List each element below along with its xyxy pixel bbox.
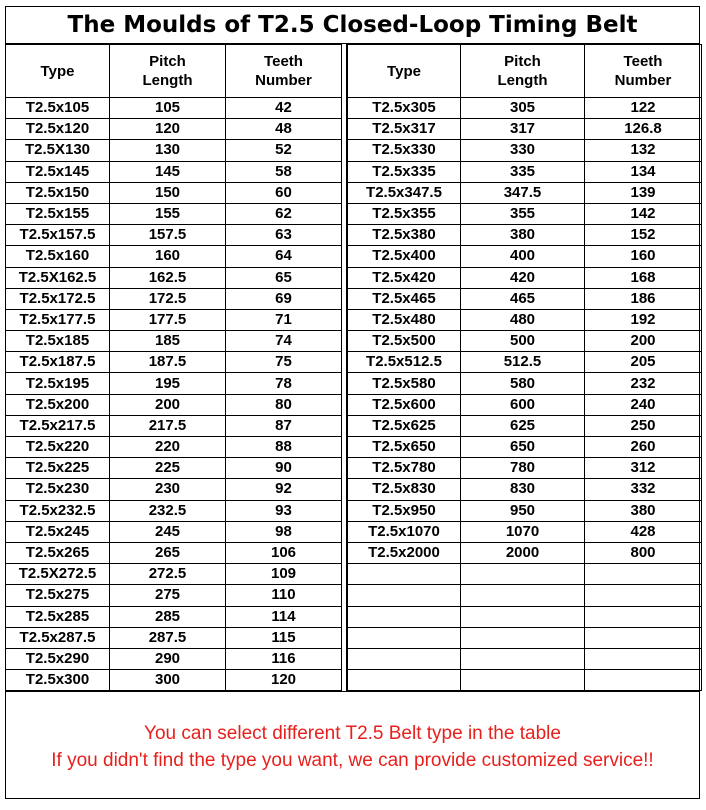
table-row — [348, 479, 702, 500]
belt-type-cell: T2.5x480 — [348, 309, 461, 330]
belt-mould-sheet — [5, 6, 700, 799]
table-row — [6, 394, 342, 415]
belt-type-cell: T2.5x580 — [348, 373, 461, 394]
table-header-row — [348, 45, 702, 98]
pitch-length-cell: 287.5 — [110, 627, 226, 648]
belt-type-cell: T2.5x512.5 — [348, 352, 461, 373]
pitch-length-cell: 335 — [461, 161, 585, 182]
belt-type-cell: T2.5X162.5 — [6, 267, 110, 288]
pitch-length-cell: 275 — [110, 585, 226, 606]
teeth-number-cell — [585, 585, 702, 606]
table-row — [348, 585, 702, 606]
teeth-number-cell: 87 — [226, 415, 342, 436]
pitch-length-cell: 950 — [461, 500, 585, 521]
type-header-label: Type — [387, 62, 421, 80]
type-header-label: Type — [40, 62, 75, 80]
table-row — [6, 458, 342, 479]
pitch-length-cell: 580 — [461, 373, 585, 394]
pitch-length-cell: 305 — [461, 98, 585, 119]
belt-type-cell: T2.5x155 — [6, 203, 110, 224]
teeth-number-cell: 205 — [585, 352, 702, 373]
belt-type-cell: T2.5x160 — [6, 246, 110, 267]
teeth-number-cell — [585, 606, 702, 627]
teeth-number-cell: 200 — [585, 331, 702, 352]
teeth-number-cell: 115 — [226, 627, 342, 648]
footer-notice — [6, 691, 699, 799]
table-row — [6, 119, 342, 140]
pitch-length-cell: 187.5 — [110, 352, 226, 373]
teeth-number-cell: 60 — [226, 182, 342, 203]
pitch-length-cell: 300 — [110, 670, 226, 691]
pitch-length-cell — [461, 564, 585, 585]
belt-type-cell — [348, 648, 461, 669]
pitch-length-cell: 265 — [110, 542, 226, 563]
pitch-length-cell: 232.5 — [110, 500, 226, 521]
footer-line-1: You can select different T2.5 Belt type in the table — [144, 723, 561, 744]
teeth-number-cell: 332 — [585, 479, 702, 500]
belt-type-cell: T2.5x420 — [348, 267, 461, 288]
pitch-length-cell: 830 — [461, 479, 585, 500]
belt-type-cell: T2.5x265 — [6, 542, 110, 563]
table-row — [348, 309, 702, 330]
teeth-number-cell: 88 — [226, 437, 342, 458]
pitch-length-header — [461, 45, 585, 98]
teeth-number-cell: 75 — [226, 352, 342, 373]
teeth-number-header — [226, 45, 342, 98]
teeth-number-cell: 116 — [226, 648, 342, 669]
pitch-length-cell: 145 — [110, 161, 226, 182]
table-row — [6, 182, 342, 203]
belt-type-cell: T2.5x290 — [6, 648, 110, 669]
belt-type-cell: T2.5x380 — [348, 225, 461, 246]
pitch-length-cell — [461, 648, 585, 669]
pitch-length-cell: 217.5 — [110, 415, 226, 436]
teeth-number-cell: 134 — [585, 161, 702, 182]
type-header — [6, 45, 110, 98]
pitch-header-line1: Pitch — [504, 53, 541, 70]
belt-type-cell: T2.5x200 — [6, 394, 110, 415]
teeth-number-cell: 232 — [585, 373, 702, 394]
teeth-number-cell: 69 — [226, 288, 342, 309]
teeth-number-cell: 78 — [226, 373, 342, 394]
teeth-number-cell: 90 — [226, 458, 342, 479]
belt-type-cell: T2.5x2000 — [348, 542, 461, 563]
pitch-length-cell — [461, 585, 585, 606]
pitch-length-cell: 650 — [461, 437, 585, 458]
belt-type-cell: T2.5x465 — [348, 288, 461, 309]
pitch-length-cell: 355 — [461, 203, 585, 224]
belt-type-cell: T2.5x625 — [348, 415, 461, 436]
table-row — [6, 161, 342, 182]
pitch-length-cell: 400 — [461, 246, 585, 267]
pitch-length-header — [110, 45, 226, 98]
pitch-length-cell: 480 — [461, 309, 585, 330]
pitch-length-cell: 500 — [461, 331, 585, 352]
table-row — [348, 373, 702, 394]
teeth-number-cell: 65 — [226, 267, 342, 288]
teeth-number-cell — [585, 627, 702, 648]
table-row — [6, 648, 342, 669]
table-row — [6, 352, 342, 373]
pitch-length-cell: 245 — [110, 521, 226, 542]
teeth-number-cell — [585, 670, 702, 691]
table-row — [348, 458, 702, 479]
pitch-length-cell: 225 — [110, 458, 226, 479]
belt-type-cell: T2.5x120 — [6, 119, 110, 140]
teeth-number-cell: 98 — [226, 521, 342, 542]
belt-type-cell: T2.5x300 — [6, 670, 110, 691]
table-row — [6, 627, 342, 648]
pitch-length-cell: 780 — [461, 458, 585, 479]
teeth-number-cell: 122 — [585, 98, 702, 119]
pitch-length-cell: 200 — [110, 394, 226, 415]
table-row — [348, 564, 702, 585]
belt-type-cell: T2.5x187.5 — [6, 352, 110, 373]
belt-type-cell: T2.5x355 — [348, 203, 461, 224]
table-row — [348, 542, 702, 563]
table-row — [6, 267, 342, 288]
belt-type-cell: T2.5x245 — [6, 521, 110, 542]
teeth-header-line1: Teeth — [623, 53, 663, 70]
teeth-number-cell: 74 — [226, 331, 342, 352]
pitch-length-cell: 220 — [110, 437, 226, 458]
teeth-number-cell: 71 — [226, 309, 342, 330]
table-row — [348, 500, 702, 521]
teeth-header-line2: Number — [614, 72, 672, 89]
table-row — [6, 288, 342, 309]
belt-type-cell: T2.5x780 — [348, 458, 461, 479]
teeth-number-cell: 152 — [585, 225, 702, 246]
table-row — [6, 437, 342, 458]
table-row — [348, 288, 702, 309]
belt-type-cell: T2.5x600 — [348, 394, 461, 415]
teeth-number-header — [585, 45, 702, 98]
table-row — [348, 161, 702, 182]
pitch-length-cell: 105 — [110, 98, 226, 119]
teeth-number-cell: 132 — [585, 140, 702, 161]
table-row — [348, 394, 702, 415]
pitch-length-cell: 420 — [461, 267, 585, 288]
pitch-length-cell: 347.5 — [461, 182, 585, 203]
teeth-number-cell: 80 — [226, 394, 342, 415]
teeth-number-cell: 62 — [226, 203, 342, 224]
belt-type-cell: T2.5X272.5 — [6, 564, 110, 585]
teeth-number-cell: 142 — [585, 203, 702, 224]
pitch-length-cell — [461, 606, 585, 627]
table-row — [348, 670, 702, 691]
table-row — [348, 415, 702, 436]
belt-type-cell: T2.5x220 — [6, 437, 110, 458]
pitch-length-cell: 600 — [461, 394, 585, 415]
pitch-length-cell: 380 — [461, 225, 585, 246]
pitch-length-cell: 285 — [110, 606, 226, 627]
page-title: The Moulds of T2.5 Closed-Loop Timing Belt — [6, 7, 699, 44]
teeth-number-cell: 114 — [226, 606, 342, 627]
teeth-number-cell: 312 — [585, 458, 702, 479]
teeth-number-cell: 64 — [226, 246, 342, 267]
belt-type-cell: T2.5x150 — [6, 182, 110, 203]
belt-type-cell — [348, 670, 461, 691]
pitch-length-cell: 130 — [110, 140, 226, 161]
table-row — [6, 500, 342, 521]
table-row — [348, 606, 702, 627]
teeth-number-cell: 110 — [226, 585, 342, 606]
belt-type-cell: T2.5x172.5 — [6, 288, 110, 309]
footer-line-2: If you didn't find the type you want, we can provide customized service!! — [51, 750, 654, 771]
belt-type-cell: T2.5x157.5 — [6, 225, 110, 246]
pitch-length-cell: 195 — [110, 373, 226, 394]
belt-type-cell: T2.5x195 — [6, 373, 110, 394]
belt-type-cell: T2.5x500 — [348, 331, 461, 352]
teeth-number-cell: 160 — [585, 246, 702, 267]
belt-type-cell: T2.5x1070 — [348, 521, 461, 542]
pitch-length-cell — [461, 627, 585, 648]
teeth-number-cell: 42 — [226, 98, 342, 119]
pitch-length-cell: 2000 — [461, 542, 585, 563]
teeth-number-cell: 126.8 — [585, 119, 702, 140]
pitch-length-cell: 162.5 — [110, 267, 226, 288]
teeth-number-cell: 192 — [585, 309, 702, 330]
pitch-length-cell: 155 — [110, 203, 226, 224]
pitch-length-cell: 120 — [110, 119, 226, 140]
teeth-number-cell: 168 — [585, 267, 702, 288]
teeth-number-cell: 109 — [226, 564, 342, 585]
belt-type-cell: T2.5x225 — [6, 458, 110, 479]
pitch-length-cell: 177.5 — [110, 309, 226, 330]
teeth-number-cell: 106 — [226, 542, 342, 563]
belt-type-cell: T2.5x285 — [6, 606, 110, 627]
pitch-length-cell: 272.5 — [110, 564, 226, 585]
teeth-number-cell — [585, 648, 702, 669]
pitch-length-cell: 230 — [110, 479, 226, 500]
table-row — [348, 246, 702, 267]
table-row — [6, 246, 342, 267]
belt-type-cell: T2.5x347.5 — [348, 182, 461, 203]
table-row — [348, 119, 702, 140]
table-row — [348, 437, 702, 458]
pitch-length-cell: 330 — [461, 140, 585, 161]
teeth-number-cell: 428 — [585, 521, 702, 542]
pitch-length-cell: 150 — [110, 182, 226, 203]
belt-type-cell: T2.5x105 — [6, 98, 110, 119]
left-belt-table — [5, 44, 342, 691]
belt-type-cell: T2.5x230 — [6, 479, 110, 500]
table-row — [6, 542, 342, 563]
table-row — [6, 140, 342, 161]
table-row — [6, 225, 342, 246]
table-header-row — [6, 45, 342, 98]
teeth-number-cell: 63 — [226, 225, 342, 246]
table-row — [6, 521, 342, 542]
table-row — [6, 479, 342, 500]
table-row — [348, 98, 702, 119]
table-row — [348, 627, 702, 648]
belt-type-cell: T2.5x177.5 — [6, 309, 110, 330]
table-row — [348, 331, 702, 352]
table-row — [348, 225, 702, 246]
teeth-number-cell: 240 — [585, 394, 702, 415]
pitch-length-cell — [461, 670, 585, 691]
right-belt-table — [347, 44, 702, 691]
table-row — [6, 415, 342, 436]
teeth-number-cell: 52 — [226, 140, 342, 161]
pitch-length-cell: 290 — [110, 648, 226, 669]
belt-type-cell: T2.5x830 — [348, 479, 461, 500]
teeth-number-cell: 48 — [226, 119, 342, 140]
belt-type-cell: T2.5x287.5 — [6, 627, 110, 648]
belt-type-cell — [348, 627, 461, 648]
table-row — [348, 648, 702, 669]
pitch-length-cell: 317 — [461, 119, 585, 140]
teeth-header-line1: Teeth — [264, 53, 303, 70]
table-row — [348, 182, 702, 203]
table-row — [6, 670, 342, 691]
teeth-number-cell: 186 — [585, 288, 702, 309]
belt-type-cell: T2.5x145 — [6, 161, 110, 182]
teeth-number-cell: 380 — [585, 500, 702, 521]
pitch-header-line1: Pitch — [149, 53, 186, 70]
belt-type-cell: T2.5x330 — [348, 140, 461, 161]
teeth-number-cell: 250 — [585, 415, 702, 436]
teeth-number-cell: 93 — [226, 500, 342, 521]
belt-type-cell — [348, 585, 461, 606]
pitch-header-line2: Length — [497, 72, 548, 89]
belt-type-cell: T2.5x950 — [348, 500, 461, 521]
pitch-length-cell: 465 — [461, 288, 585, 309]
belt-type-cell: T2.5x317 — [348, 119, 461, 140]
belt-type-cell: T2.5x305 — [348, 98, 461, 119]
table-row — [6, 373, 342, 394]
belt-type-cell — [348, 606, 461, 627]
belt-type-cell: T2.5x185 — [6, 331, 110, 352]
belt-type-cell: T2.5x232.5 — [6, 500, 110, 521]
belt-type-cell: T2.5x335 — [348, 161, 461, 182]
table-row — [348, 521, 702, 542]
type-header — [348, 45, 461, 98]
teeth-number-cell: 58 — [226, 161, 342, 182]
table-row — [6, 309, 342, 330]
pitch-length-cell: 185 — [110, 331, 226, 352]
belt-type-cell: T2.5x275 — [6, 585, 110, 606]
pitch-length-cell: 160 — [110, 246, 226, 267]
table-row — [348, 267, 702, 288]
table-row — [6, 331, 342, 352]
teeth-header-line2: Number — [255, 72, 312, 89]
teeth-number-cell: 139 — [585, 182, 702, 203]
table-row — [6, 585, 342, 606]
table-row — [6, 564, 342, 585]
belt-type-cell — [348, 564, 461, 585]
table-row — [348, 203, 702, 224]
pitch-length-cell: 172.5 — [110, 288, 226, 309]
teeth-number-cell — [585, 564, 702, 585]
pitch-length-cell: 157.5 — [110, 225, 226, 246]
table-row — [6, 606, 342, 627]
pitch-length-cell: 512.5 — [461, 352, 585, 373]
belt-type-cell: T2.5x400 — [348, 246, 461, 267]
teeth-number-cell: 92 — [226, 479, 342, 500]
belt-type-cell: T2.5x217.5 — [6, 415, 110, 436]
teeth-number-cell: 120 — [226, 670, 342, 691]
belt-type-cell: T2.5X130 — [6, 140, 110, 161]
pitch-length-cell: 625 — [461, 415, 585, 436]
teeth-number-cell: 800 — [585, 542, 702, 563]
pitch-header-line2: Length — [142, 72, 193, 89]
table-row — [6, 98, 342, 119]
pitch-length-cell: 1070 — [461, 521, 585, 542]
teeth-number-cell: 260 — [585, 437, 702, 458]
table-row — [348, 140, 702, 161]
belt-type-cell: T2.5x650 — [348, 437, 461, 458]
table-row — [6, 203, 342, 224]
table-row — [348, 352, 702, 373]
